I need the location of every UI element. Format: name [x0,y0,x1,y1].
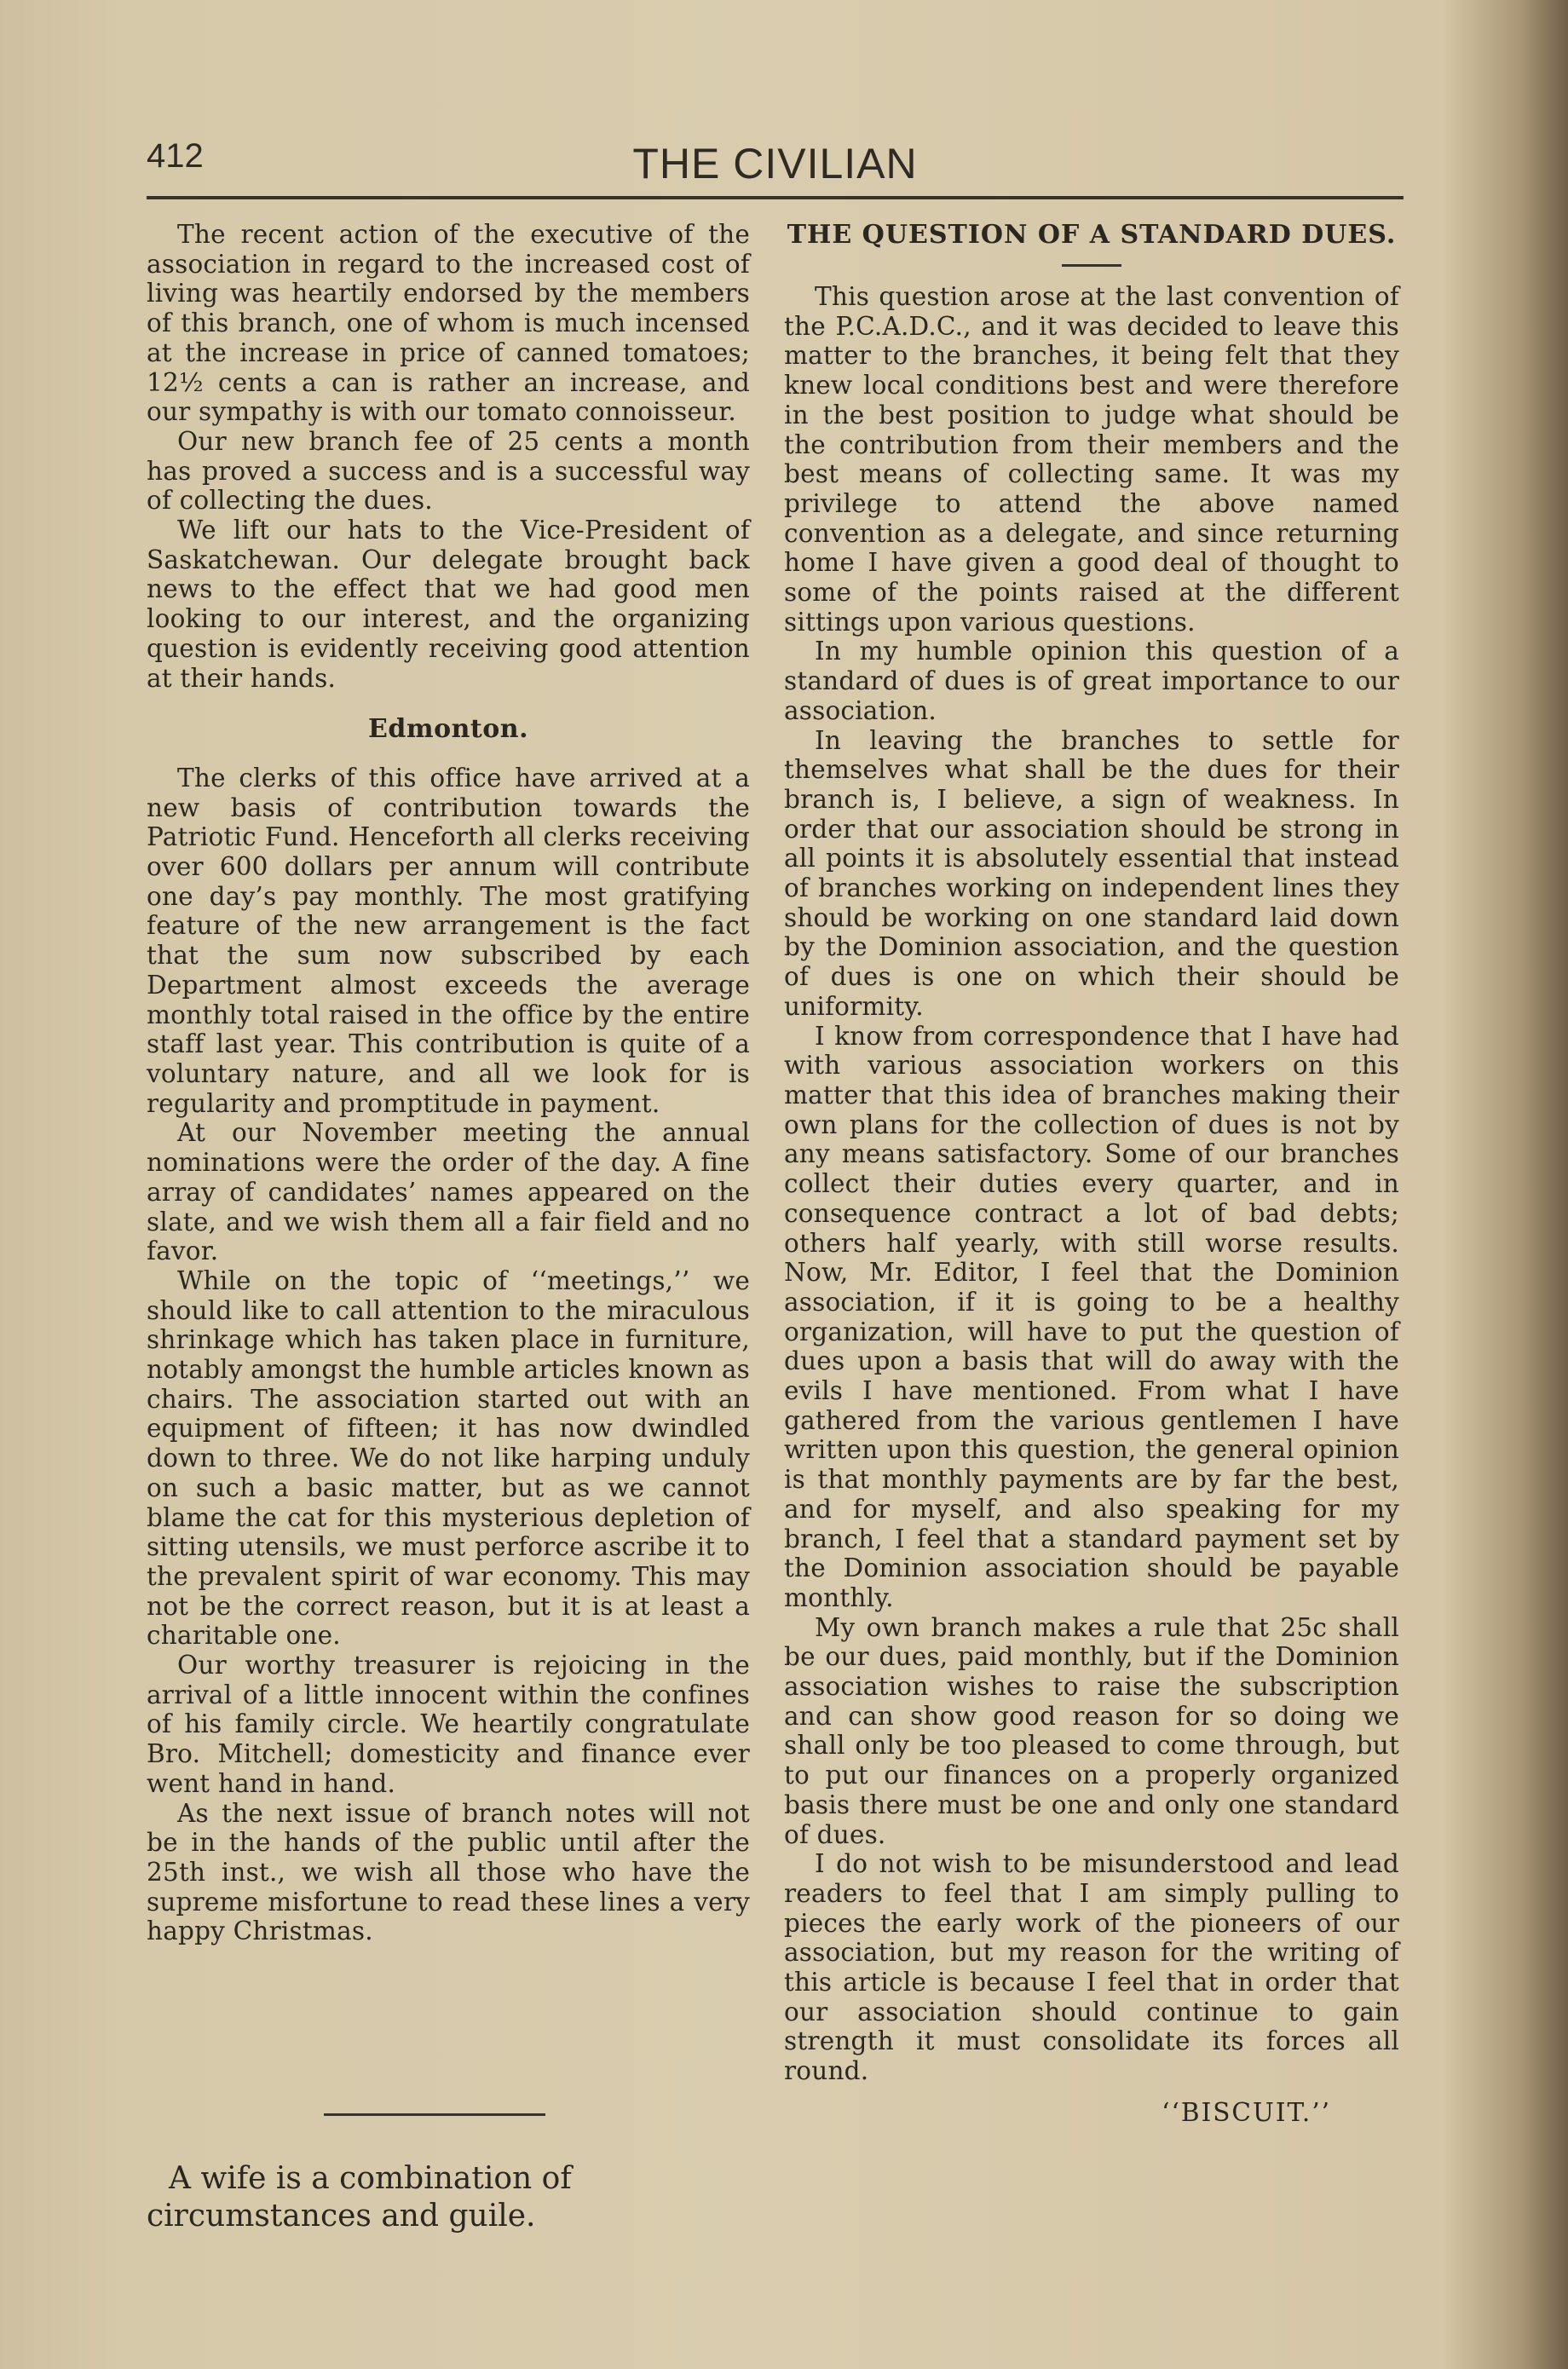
paragraph: In my humble opinion this question of a standard of dues is of great importance to our association. [784,637,1399,725]
paragraph: The clerks of this office have arrived at a new basis of contribution towards the Patriotic Fund. Henceforth all clerks receiving over 600 dollars per annum will contribute one day’s pay monthly. The most gratifying feature of the new arrangement is the fact that the sum now subscribed by each Department almost exceeds the average monthly total raised in the office by the entire staff last year. This contribution is quite of a voluntary nature, and all we look for is regularity and promptitude in payment. [147,763,750,1118]
page-number: 412 [147,137,204,175]
header-rule [147,196,1404,199]
author-signature: ‘‘BISCUIT.’’ [1162,2097,1331,2127]
section-divider [324,2113,545,2116]
paragraph: Our worthy treasurer is rejoicing in the arrival of a little innocent within the confines of his family circle. We heartily congratulate Bro. Mitchell; domesticity and finance ever went hand in hand. [147,1651,750,1798]
paragraph: My own branch makes a rule that 25c shall be our dues, paid monthly, but if the Dominion association wishes to raise the subscription and can show good reason for so doing we shall only be too pleased to come through, but to put our finances on a properly organized basis there must be one and only one standard of dues. [784,1612,1399,1849]
paragraph: I know from correspondence that I have had with various association workers on this matter that this idea of branches making their own plans for the collection of dues is not by any means satisfactory. Some of our branches collect their duties every quarter, and in consequence contract a lot of bad debts; others half yearly, with still worse results. Now, Mr. Editor, I feel that the Dominion association, if it is going to be a healthy organization, will have to put the question of dues upon a basis that will do away with the evils I have mentioned. From what I have gathered from the various gentlemen I have written upon this question, the general opinion is that monthly payments are by far the best, and for myself, and also speaking for my branch, I feel that a standard payment set by the Dominion association should be payable monthly. [784,1021,1399,1612]
journal-title: THE CIVILIAN [632,140,918,187]
paragraph: Our new branch fee of 25 cents a month has proved a success and is a successful way of collecting the dues. [147,426,750,516]
paragraph: The recent action of the executive of the association in regard to the increased cost of living was heartily endorsed by the members of this branch, one of whom is much incensed at the increase in price of canned tomatoes; 12½ cents a can is rather an increase, and our sympathy is with our tomato connoisseur. [147,220,750,427]
paragraph: We lift our hats to the Vice-President of Saskatchewan. Our delegate brought back news to the effect that we had good men looking to our interest, and the organizing question is evidently receiving good attention at their hands. [147,516,750,693]
paragraph: At our November meeting the annual nominations were the order of the day. A fine array of candidates’ names appeared on the slate, and we wish them all a fair field and no favor. [147,1118,750,1266]
paragraph: As the next issue of branch notes will not be in the hands of the public until after the 25th inst., we wish all those who have the supreme misfortune to read these lines a very happy Christmas. [147,1798,750,1946]
paragraph: While on the topic of ‘‘meetings,’’ we should like to call attention to the miraculous shrinkage which has taken place in furniture, notably amongst the humble articles known as chairs. The association started out with an equipment of fifteen; it has now dwindled down to three. We do not like harping unduly on such a basic matter, but as we cannot blame the cat for this mysterious depletion of sitting utensils, we must perforce ascribe it to the prevalent spirit of war economy. This may not be the correct reason, but it is at least a charitable one. [147,1265,750,1651]
title-rule [1062,264,1121,267]
article-title: THE QUESTION OF A STANDARD DUES. [787,220,1397,250]
left-column [147,220,750,1946]
right-column [784,220,1399,2128]
page-header [147,132,1404,192]
paragraph: In leaving the branches to settle for themselves what shall be the dues for their branch is, I believe, a sign of weakness. In order that our association should be strong in all points it is absolutely essential that instead of branches working on independent lines they should be working on one standard laid down by the Dominion association, and the question of dues is one on which their should be uniformity. [784,725,1399,1021]
filler-quip: A wife is a combination of circumstances and guile. [147,2161,572,2234]
paragraph: This question arose at the last convention of the P.C.A.D.C., and it was decided to leave this matter to the branches, it being felt that they knew local conditions best and were therefore in the best position to judge what should be the contribution from their members and the best means of collecting same. It was my privilege to attend the above named convention as a delegate, and since returning home I have given a good deal of thought to some of the points raised at the different sittings upon various questions. [784,282,1399,637]
paragraph: I do not wish to be misunderstood and lead readers to feel that I am simply pulling to pieces the early work of the pioneers of our association, but my reason for the writing of this article is because I feel that in order that our association should continue to gain strength it must consolidate its forces all round. [784,1849,1399,2086]
section-heading-edmonton: Edmonton. [367,714,529,745]
